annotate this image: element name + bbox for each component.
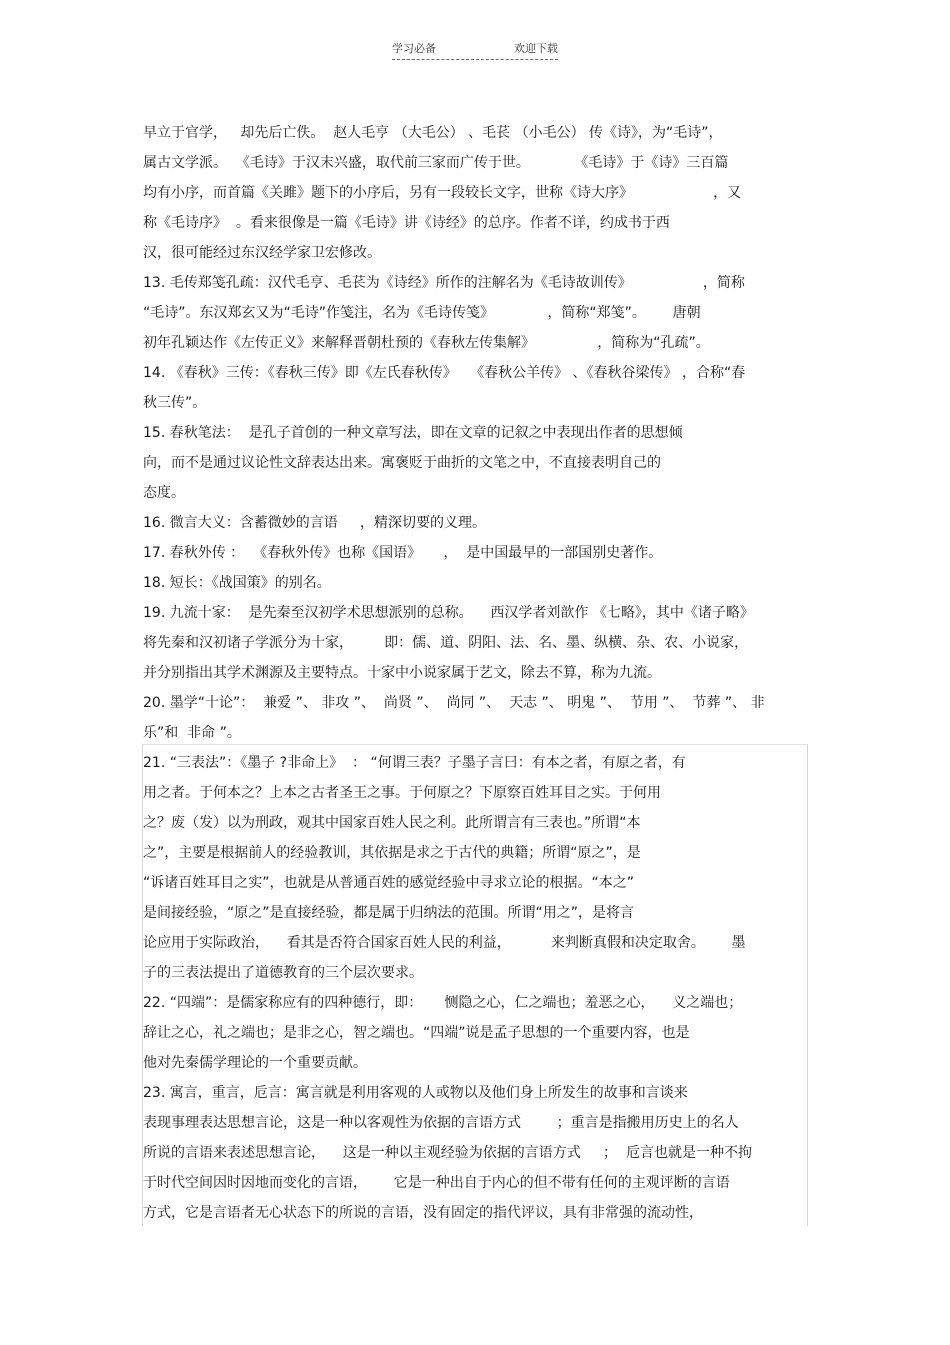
text-line: 论应用于实际政治， 看其是否符合国家百姓人民的利益， 来判断真假和决定取舍。 墨 bbox=[143, 935, 746, 951]
text-line: 他对先秦儒学理论的一个重要贡献。 bbox=[143, 1055, 367, 1071]
entry-13-line: 13. 毛传郑笺孔疏：汉代毛亨、毛苌为《诗经》所作的注解名为《毛诗故训传》 ，简称 bbox=[143, 275, 745, 291]
text-line: 子的三表法提出了道德教育的三个层次要求。 bbox=[143, 965, 423, 981]
text-line: “诉诸百姓耳目之实”，也就是从普通百姓的感觉经验中寻求立论的根据。“本之” bbox=[143, 875, 635, 891]
entry-19-line: 19. 九流十家： 是先秦至汉初学术思想派别的总称。 西汉学者刘歆作 《七略》，其中《诸子略》 bbox=[143, 605, 754, 621]
header-left-text: 学习必备 bbox=[392, 42, 436, 55]
text-line: 乐”和 非命 ”。 bbox=[143, 725, 241, 741]
text-line: 汉，很可能经过东汉经学家卫宏修改。 bbox=[143, 245, 381, 261]
entry-23-line: 23. 寓言，重言，卮言：寓言就是利用客观的人或物以及他们身上所发生的故事和言谈来 bbox=[143, 1085, 688, 1101]
entry-21-line: 21. “三表法”：《墨子 ?非命上》 ： “何谓三表？子墨子言曰：有本之者，有原之者，有 bbox=[143, 755, 686, 771]
entry-20-line: 20. 墨学“十论”： 兼爱 ”、 非攻 ”、 尚贤 ”、 尚同 ”、 天志 ”、 明鬼 ”、 节用 ”、 节葬 ”、 非 bbox=[143, 695, 765, 711]
text-line: 辞让之心，礼之端也；是非之心，智之端也。“四端”说是孟子思想的一个重要内容，也是 bbox=[143, 1025, 690, 1041]
text-line: 初年孔颖达作《左传正义》来解释晋朝杜预的《春秋左传集解》 ，简称为“孔疏”。 bbox=[143, 335, 710, 351]
entry-17-line: 17. 春秋外传 ： 《春秋外传》也称《国语》 ， 是中国最早的一部国别史著作。 bbox=[143, 545, 663, 561]
text-line: 之”，主要是根据前人的经验教训，其依据是求之于古代的典籍；所谓“原之”，是 bbox=[143, 845, 641, 861]
text-line: 所说的言语来表述思想言论， 这是一种以主观经验为依据的言语方式 ； 卮言也就是一种不拘 bbox=[143, 1145, 752, 1161]
entry-14-line: 14. 《春秋》三传：《春秋三传》即《左氏春秋传》 《春秋公羊传》 、《春秋谷梁传》 ，合称“春 bbox=[143, 365, 746, 381]
text-line: 称《毛诗序》 。看来很像是一篇《毛诗》讲《诗经》的总序。作者不详，约成书于西 bbox=[143, 215, 670, 231]
entry-15-line: 15. 春秋笔法： 是孔子首创的一种文章写法，即在文章的记叙之中表现出作者的思想倾 bbox=[143, 425, 683, 441]
text-line: 均有小序，而首篇《关雎》题下的小序后，另有一段较长文字，世称《诗大序》 ，又 bbox=[143, 185, 742, 201]
text-line: 是间接经验，“原之”是直接经验，都是属于归纳法的范围。所谓“用之”，是将言 bbox=[143, 905, 635, 921]
text-line: “毛诗”。东汉郑玄又为“毛诗”作笺注，名为《毛诗传笺》 ，简称“郑笺”。 唐朝 bbox=[143, 305, 701, 321]
header-right-text: 欢迎下载 bbox=[514, 42, 558, 55]
text-line: 秋三传”。 bbox=[143, 395, 207, 411]
text-line: 态度。 bbox=[143, 485, 185, 501]
text-line: 用之者。于何本之？上本之古者圣王之事。于何原之？下原察百姓耳目之实。于何用 bbox=[143, 785, 661, 801]
text-line: 之？废（发）以为刑政，观其中国家百姓人民之利。此所谓言有三表也。”所谓“本 bbox=[143, 815, 641, 831]
text-line: 于时代空间因时因地而变化的言语， 它是一种出自于内心的但不带有任何的主观评断的言语 bbox=[143, 1175, 730, 1191]
entry-22-line: 22. “四端”：是儒家称应有的四种德行，即： 恻隐之心，仁之端也；羞恶之心， 义之端也； bbox=[143, 995, 743, 1011]
page-header bbox=[392, 40, 558, 60]
entry-16-line: 16. 微言大义：含蓄微妙的言语 ，精深切要的义理。 bbox=[143, 515, 486, 531]
text-line: 早立于官学， 却先后亡佚。 赵人毛亨 （大毛公） 、毛苌 （小毛公） 传《诗》，为“毛诗”， bbox=[143, 125, 723, 141]
text-line: 方式，它是言语者无心状态下的所说的言语，没有固定的指代评议，具有非常强的流动性， bbox=[143, 1205, 703, 1221]
text-line: 并分别指出其学术渊源及主要特点。十家中小说家属于艺文，除去不算，称为九流。 bbox=[143, 665, 661, 681]
text-line: 向，而不是通过议论性文辞表达出来。寓褒贬于曲折的文笔之中，不直接表明自己的 bbox=[143, 455, 661, 471]
text-line: 属古文学派。 《毛诗》于汉末兴盛，取代前三家而广传于世。 《毛诗》于《诗》三百篇 bbox=[143, 155, 729, 171]
text-line: 将先秦和汉初诸子学派分为十家， 即：儒、道、阴阳、法、名、墨、纵横、杂、农、小说家， bbox=[143, 635, 749, 651]
document-body bbox=[143, 118, 808, 1228]
text-line: 表现事理表达思想言论，这是一种以客观性为依据的言语方式 ；重言是指搬用历史上的名人 bbox=[143, 1115, 739, 1131]
entry-18-line: 18. 短长：《战国策》的别名。 bbox=[143, 575, 331, 591]
